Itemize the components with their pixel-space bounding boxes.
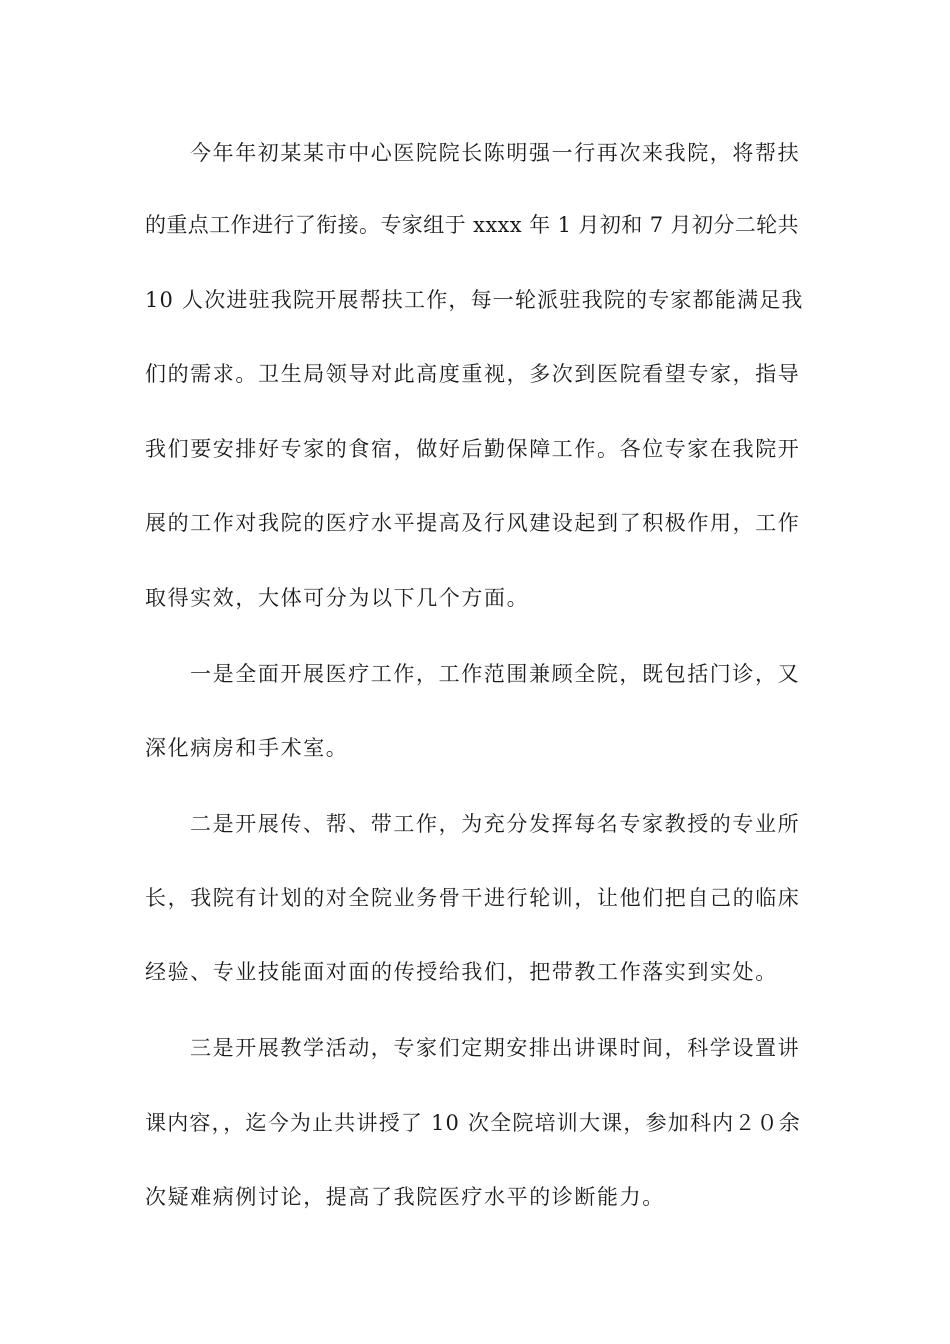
paragraph-2-line-2: 深化病房和手术室。 [145,736,349,760]
paragraph-1-line-4: 们的需求。卫生局领导对此高度重视，多次到医院看望专家，指导 [145,362,801,386]
paragraph-1-line-1: 今年年初某某市中心医院院长陈明强一行再次来我院，将帮扶 [190,141,801,165]
paragraph-1-line-7: 取得实效，大体可分为以下几个方面。 [145,586,530,610]
paragraph-1-line-6: 展的工作对我院的医疗水平提高及行风建设起到了积极作用，工作 [145,511,801,535]
paragraph-4-line-2: 课内容，，迄今为止共讲授了 10 次全院培训大课，参加科内２０余 [145,1111,801,1135]
paragraph-4-line-3: 次疑难病例讨论，提高了我院医疗水平的诊断能力。 [145,1185,665,1209]
paragraph-3-line-1: 二是开展传、帮、带工作，为充分发挥每名专家教授的专业所 [190,812,801,836]
paragraph-2-line-1: 一是全面开展医疗工作，工作范围兼顾全院，既包括门诊，又 [190,662,801,686]
paragraph-4-line-1: 三是开展教学活动，专家们定期安排出讲课时间，科学设置讲 [190,1036,801,1060]
paragraph-3-line-3: 经验、专业技能面对面的传授给我们，把带教工作落实到实处。 [145,960,778,984]
paragraph-1-line-2: 的重点工作进行了衔接。专家组于 xxxx 年 1 月初和 7 月初分二轮共 [145,213,799,237]
paragraph-1-line-3: 10 人次进驻我院开展帮扶工作，每一轮派驻我院的专家都能满足我 [145,288,804,312]
paragraph-1-line-5: 我们要安排好专家的食宿，做好后勤保障工作。各位专家在我院开 [145,437,801,461]
paragraph-3-line-2: 长，我院有计划的对全院业务骨干进行轮训，让他们把自己的临床 [145,886,801,910]
